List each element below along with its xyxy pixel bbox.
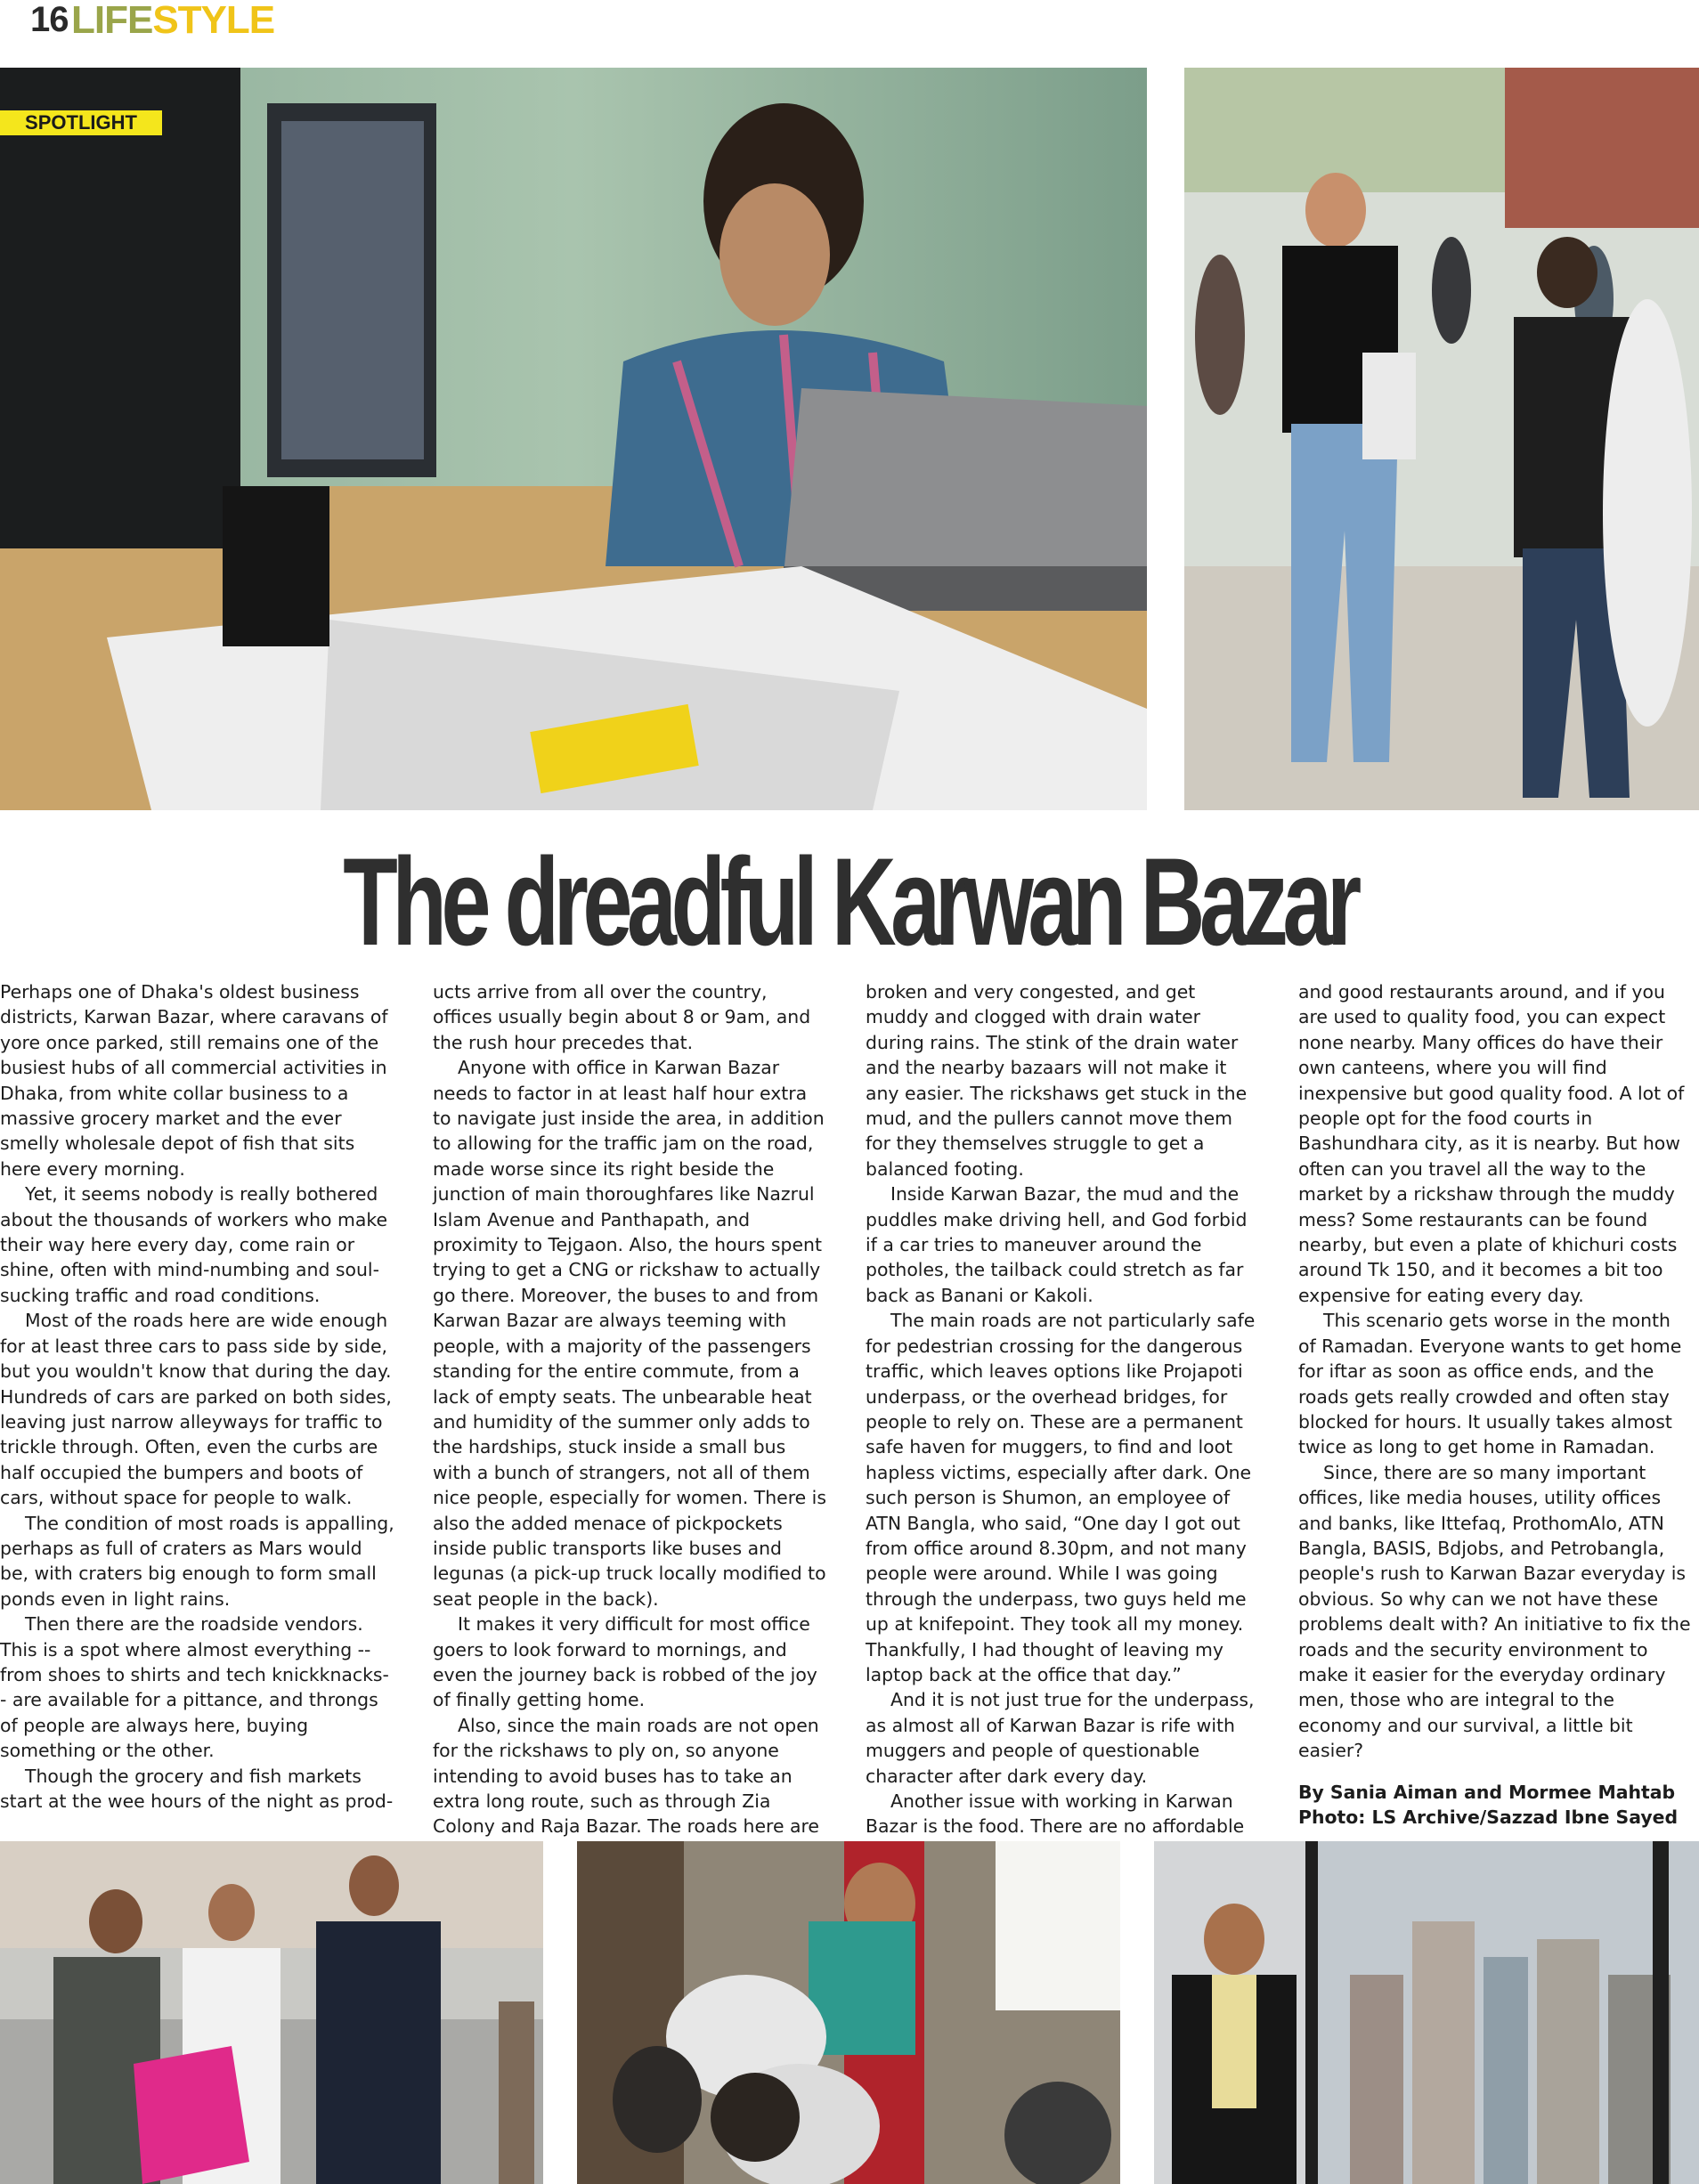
- article-headline: The dreadful Karwan Bazar: [343, 832, 1356, 971]
- paragraph: Also, since the main roads are not open for the rickshaws to ply on, so anyone intending to avoid buses has to take an extra long route, such as through Zia Colony and Raja Bazar. The roads here are: [433, 1714, 819, 1838]
- paragraph: Yet, it seems nobody is really bothered about the thousands of workers who make their way here every day, come rain or shine, often with mind-numbing and soul-sucking traffic and road conditions.: [0, 1183, 387, 1306]
- article-column-1: [0, 979, 395, 1814]
- article-column-3: [866, 979, 1261, 1839]
- paragraph: Since, there are so many important offices, like media houses, utility offices and banks, like Ittefaq, ProthomAlo, ATN Bangla, BASIS, Bdjobs, and Petrobangla, people's rush to Karwan Bazar everyday is obvious. So why can we not have these problems dealt with? An initiative to fix the roads and the security environment to make it easier for the everyday ordinary men, those who are integral to the economy and our survival, a little bit easier?: [1298, 1461, 1691, 1762]
- article-column-4: [1298, 979, 1694, 1830]
- paragraph: Anyone with office in Karwan Bazar needs to factor in at least half hour extra to navigate just inside the area, in addition to allowing for the traffic jam on the road, made worse since its right beside the junction of main thoroughfares like Nazrul Islam Avenue and Panthapath, and proximity to Tejgaon. Also, the hours spent trying to get a CNG or rickshaw to actually go there. Moreover, the buses to and from Karwan Bazar are always teeming with people, with a majority of the passengers standing for the entire commute, from a lack of empty seats. The unbearable heat and humidity of the summer only adds to the hardships, stuck inside a small bus with a bunch of strangers, not all of them nice people, especially for women. There is also the added menace of pickpockets inside public transports like buses and legunas (a pick-up truck locally modified to seat people in the back).: [433, 1057, 826, 1610]
- paragraph: Then there are the roadside vendors. This is a spot where almost everything --from shoes to shirts and tech knickknacks-- are available for a pittance, and throngs of people are always here, buying something or the other.: [0, 1613, 389, 1762]
- page-number: 16: [30, 0, 69, 39]
- paragraph: Most of the roads here are wide enough for at least three cars to pass side by side, but you wouldn't know that during the day. Hundreds of cars are parked on both sides, leaving just narrow alleyways for traffic to trickle through. Often, even the curbs are half occupied the bumpers and boots of cars, without space for people to walk.: [0, 1310, 392, 1509]
- photo-man-on-phone: [1184, 68, 1699, 810]
- paragraph: The main roads are not particularly safe for pedestrian crossing for the dangerous traffic, which leaves options like Projapoti underpass, or the overhead bridges, for people to rely on. These are a permanent safe haven for muggers, to find and loot hapless victims, especially after dark. One such person is Shumon, an employee of ATN Bangla, who said, “One day I got out from office around 8.30pm, and not many people were around. While I was going through the underpass, two guys held me up at knifepoint. They took all my money. Thankfully, I had thought of leaving my laptop back at the office that day.”: [866, 1310, 1256, 1685]
- paragraph: and good restaurants around, and if you are used to quality food, you can expect none nearby. Many offices do have their own canteens, where you will find inexpensive but good quality food. A lot of people opt for the food courts in Bashundhara city, as it is nearby. But how often can you travel all the way to the market by a rickshaw through the muddy mess? Some restaurants can be found nearby, but even a plate of khichuri costs around Tk 150, and it becomes a bit too expensive for eating every day.: [1298, 981, 1685, 1306]
- paragraph: ucts arrive from all over the country, offices usually begin about 8 or 9am, and the rush hour precedes that.: [433, 981, 811, 1053]
- photo-crowded-bus: [577, 1841, 1120, 2184]
- photo-man-at-window: [1154, 1841, 1699, 2184]
- section-title: [71, 0, 274, 43]
- spotlight-label: SPOTLIGHT: [0, 110, 162, 135]
- paragraph: Inside Karwan Bazar, the mud and the puddles make driving hell, and God forbid if a car tries to maneuver around the potholes, the tailback could stretch as far back as Banani or Kakoli.: [866, 1183, 1248, 1306]
- photo-street-people: [0, 1841, 543, 2184]
- paragraph: Though the grocery and fish markets start at the wee hours of the night as prod-: [0, 1765, 394, 1812]
- byline-authors: By Sania Aiman and Mormee Mahtab: [1298, 1781, 1676, 1803]
- paragraph: Perhaps one of Dhaka's oldest business districts, Karwan Bazar, where caravans of yore once parked, still remains one of the busiest hubs of all commercial activities in Dhaka, from white collar business to a massive grocery market and the ever smelly wholesale depot of fish that sits here every morning.: [0, 981, 388, 1180]
- photo-office-worker: [0, 68, 1147, 810]
- paragraph: The condition of most roads is appalling, perhaps as full of craters as Mars would be, with craters big enough to form small ponds even in light rains.: [0, 1512, 394, 1610]
- section-title-style: STYLE: [152, 0, 275, 42]
- section-title-life: LIFE: [71, 0, 153, 42]
- paragraph: broken and very congested, and get muddy and clogged with drain water during rains. The stink of the drain water and the nearby bazaars will not make it any easier. The rickshaws get stuck in the mud, and the pullers cannot move them for they themselves struggle to get a balanced footing.: [866, 981, 1248, 1180]
- paragraph: And it is not just true for the underpass, as almost all of Karwan Bazar is rife with muggers and people of questionable character after dark every day.: [866, 1689, 1255, 1787]
- paragraph: Another issue with working in Karwan Bazar is the food. There are no affordable: [866, 1790, 1245, 1838]
- paragraph: This scenario gets worse in the month of Ramadan. Everyone wants to get home for iftar as soon as office ends, and the roads gets really crowded and often stay blocked for hours. It usually takes almost twice as long to get home in Ramadan.: [1298, 1310, 1682, 1458]
- paragraph: It makes it very difficult for most office goers to look forward to mornings, and even the journey back is robbed of the joy of finally getting home.: [433, 1613, 817, 1711]
- byline-photo-credit: Photo: LS Archive/Sazzad Ibne Sayed: [1298, 1806, 1679, 1828]
- article-column-2: [433, 979, 828, 1864]
